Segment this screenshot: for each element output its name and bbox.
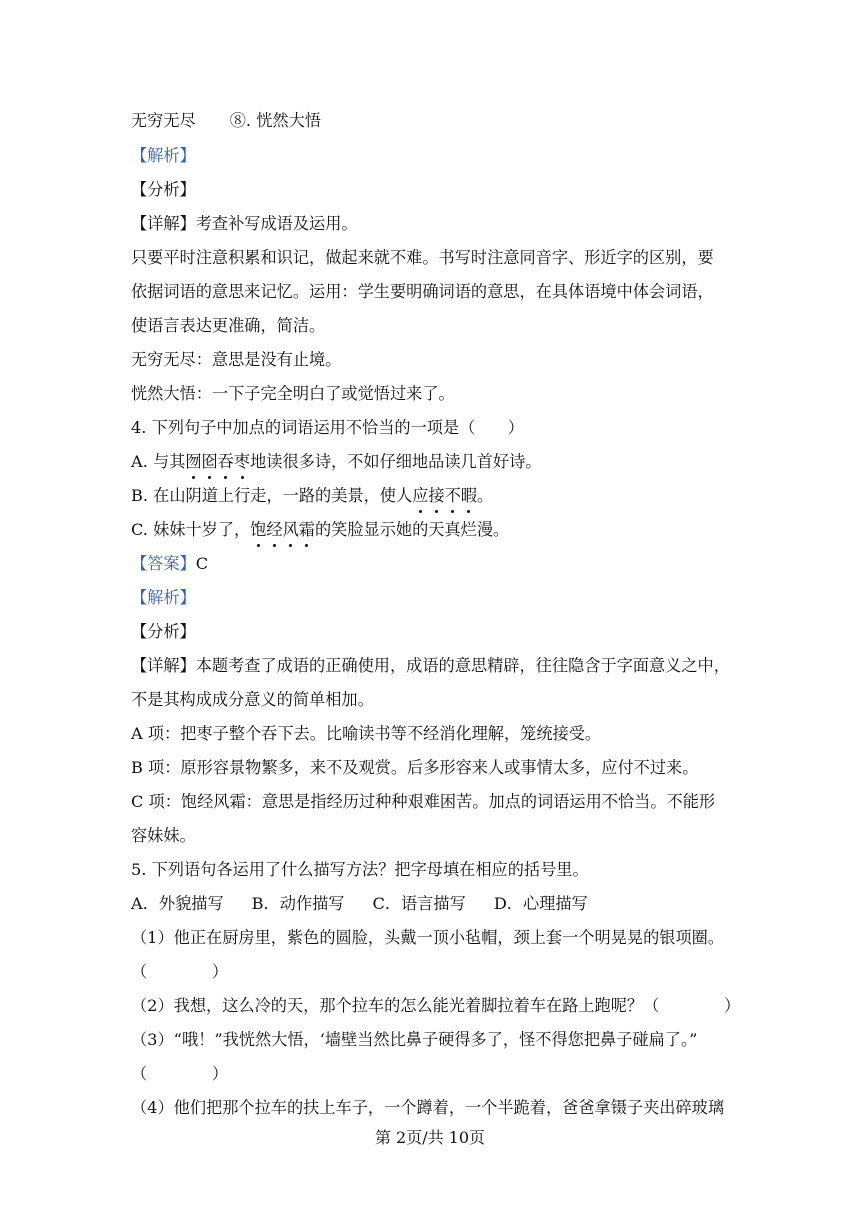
paragraph-line: 使语言表达更准确，简洁。 [131, 316, 326, 335]
page-footer: 第 2页/共 10页 [374, 1128, 486, 1147]
paragraph-line: 只要平时注意积累和识记，做起来就不难。书写时注意同音字、形近字的区别，要 [131, 248, 714, 267]
line-answers-tail [131, 110, 321, 132]
dotted-char: 不 [444, 486, 461, 505]
answer-line [131, 553, 208, 575]
definition-line: 无穷无尽：意思是没有止境。 [131, 350, 342, 369]
dotted-char: 囫 [185, 452, 202, 471]
question-4-option-c: C. 妹妹十岁了，饱经风霜的笑脸显示她的天真烂漫。 [131, 520, 510, 539]
answer-blank: （ ） [131, 1064, 229, 1083]
dotted-char: 接 [428, 486, 445, 505]
explanation-c: 容妹妹。 [131, 826, 196, 845]
question-5-item-3: （3）“哦！”我恍然大悟，‘墙壁当然比鼻子硬得多了，怪不得您把鼻子碰扁了。” [131, 1030, 698, 1049]
answer-label: 【答案】 [131, 554, 196, 573]
section-label-fenxi: 【分析】 [131, 622, 196, 641]
section-label-jiexi: 【解析】 [131, 588, 196, 607]
dotted-char: 饱 [250, 520, 267, 539]
dotted-char: 经 [266, 520, 283, 539]
explanation-a: A 项：把枣子整个吞下去。比喻读书等不经消化理解，笼统接受。 [131, 724, 602, 743]
answer-blank: （ ） [131, 962, 229, 981]
explanation-b: B 项：原形容景物繁多，来不及观赏。后多形容来人或事情太多，应付不过来。 [131, 758, 699, 777]
choice: C．语言描写 [372, 894, 466, 913]
dotted-char: 吞 [217, 452, 234, 471]
section-label-jiexi: 【解析】 [131, 146, 196, 165]
question-5: 5. 下列语句各运用了什么描写方法？把字母填在相应的括号里。 [131, 860, 589, 879]
question-4-option-b: B. 在山阴道上行走，一路的美景，使人应接不暇。 [131, 486, 494, 505]
dotted-char: 囵 [201, 452, 218, 471]
answer-8: ⑧. 恍然大悟 [229, 111, 321, 130]
detail-line: 【详解】考查补写成语及运用。 [131, 214, 358, 233]
choice: D．心理描写 [493, 894, 588, 913]
question-5-item-4: （4）他们把那个拉车的扶上车子，一个蹲着，一个半跪着，爸爸拿镊子夹出碎玻璃 [131, 1098, 725, 1117]
detail-line: 不是其构成成分意义的简单相加。 [131, 690, 374, 709]
question-5-choices [131, 893, 588, 915]
definition-line: 恍然大悟：一下子完全明白了或觉悟过来了。 [131, 384, 455, 403]
paragraph-line: 依据词语的意思来记忆。运用：学生要明确词语的意思，在具体语境中体会词语， [131, 282, 714, 301]
choice: A．外貌描写 [131, 894, 224, 913]
dotted-char: 暇 [460, 486, 477, 505]
question-5-item-1: （1）他正在厨房里，紫色的圆脸，头戴一顶小毡帽，颈上套一个明晃晃的银项圈。 [131, 928, 725, 947]
answer-value: C [195, 554, 209, 573]
question-4-option-a: A. 与其囫囵吞枣地读很多诗，不如仔细地品读几首好诗。 [131, 452, 542, 471]
dotted-char: 风 [282, 520, 299, 539]
dotted-char: 枣 [233, 452, 251, 471]
explanation-c: C 项：饱经风霜：意思是指经历过种种艰难困苦。加点的词语运用不恰当。不能形 [131, 792, 716, 811]
dotted-char: 应 [412, 486, 429, 505]
question-5-item-2: （2）我想，这么冷的天，那个拉车的怎么能光着脚拉着车在路上跑呢？（ ） [131, 996, 741, 1015]
answer-7: 无穷无尽 [131, 111, 196, 130]
question-4: 4. 下列句子中加点的词语运用不恰当的一项是（ ） [131, 418, 524, 437]
detail-line: 【详解】本题考查了成语的正确使用，成语的意思精辟，往往隐含于字面意义之中， [131, 656, 730, 675]
section-label-fenxi: 【分析】 [131, 180, 196, 199]
dotted-char: 霜 [298, 520, 315, 539]
choice: B．动作描写 [251, 894, 345, 913]
